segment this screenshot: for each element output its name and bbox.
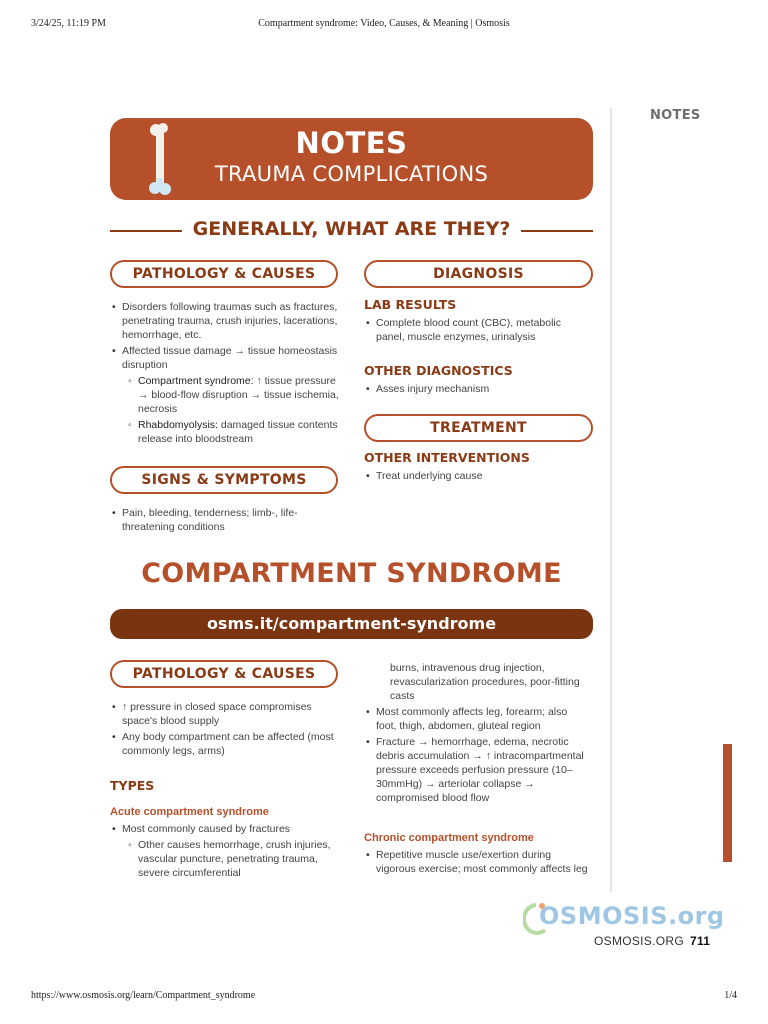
print-footer — [31, 990, 737, 1004]
footer-page-number — [594, 934, 710, 948]
sidebar-divider — [610, 108, 612, 892]
chronic-list — [366, 848, 588, 878]
pathology-causes-pill: PATHOLOGY & CAUSES — [110, 260, 338, 288]
term: Rhabdomyolysis: — [138, 419, 218, 431]
hero-banner — [110, 118, 593, 200]
footer-number: 711 — [689, 934, 711, 948]
list-item: • Pain, bleeding, tenderness; limb-, life-threatening conditions — [112, 506, 312, 534]
print-header — [31, 18, 737, 32]
treatment-pill: TREATMENT — [364, 414, 593, 442]
term-text: damaged tissue contents release into bloodstream — [138, 419, 338, 445]
print-datetime: 3/24/25, 11:19 PM — [31, 18, 106, 29]
osmosis-link-bar[interactable]: osms.it/compartment-syndrome — [110, 609, 593, 639]
compartment-syndrome-title: COMPARTMENT SYNDROME — [141, 558, 562, 589]
signs-symptoms-pill: SIGNS & SYMPTOMS — [110, 466, 338, 494]
other-interventions-heading: OTHER INTERVENTIONS — [364, 450, 530, 465]
signs-symptoms-list — [112, 506, 312, 536]
sidebar-accent-bar — [723, 744, 732, 862]
list-item: • Complete blood count (CBC), metabolic panel, muscle enzymes, urinalysis — [366, 316, 588, 344]
other-interventions-list — [366, 469, 588, 485]
list-item: • Fracture → hemorrhage, edema, necrotic debris accumulation → ↑ intracompartmental pressure exceeds perfusion pressure (10–30mmHg) → arteriolar collapse → compromised blood flow — [366, 735, 588, 805]
diagnosis-pill: DIAGNOSIS — [364, 260, 593, 288]
term-text: ↑ tissue pressure → blood-flow disruption → tissue ischemia, necrosis — [138, 375, 339, 415]
types-heading: TYPES — [110, 778, 155, 793]
list-item: • Asses injury mechanism — [366, 382, 588, 396]
lab-results-list — [366, 316, 588, 346]
section-heading-label: GENERALLY, WHAT ARE THEY? — [192, 218, 511, 240]
section-heading-general — [110, 216, 593, 246]
acute-heading: Acute compartment syndrome — [110, 806, 269, 818]
list-item: • Repetitive muscle use/exertion during vigorous exercise; most commonly affects leg — [366, 848, 588, 876]
cs-pathology-list — [112, 700, 334, 760]
pathology-causes-list — [112, 300, 340, 448]
list-item: • Most commonly caused by fractures — [112, 822, 334, 836]
list-item-continuation: burns, intravenous drug injection, revascularization procedures, poor-fitting casts — [390, 662, 580, 702]
hero-title: NOTES — [295, 126, 408, 160]
osmosis-logo-text: OSMOSIS.org — [539, 902, 725, 930]
lab-results-heading: LAB RESULTS — [364, 297, 457, 312]
list-item: • Treat underlying cause — [366, 469, 588, 483]
acute-list — [112, 822, 334, 882]
sidebar-notes-label: NOTES — [650, 108, 701, 123]
list-item: • Any body compartment can be affected (most commonly legs, arms) — [112, 730, 334, 758]
print-page-title: Compartment syndrome: Video, Causes, & Meaning | Osmosis — [258, 18, 510, 29]
cs-right-list — [366, 661, 588, 807]
list-item: • Most commonly affects leg, forearm; also foot, thigh, abdomen, gluteal region — [366, 705, 588, 733]
cs-pathology-causes-pill: PATHOLOGY & CAUSES — [110, 660, 338, 688]
list-item: • ↑ pressure in closed space compromises space's blood supply — [112, 700, 334, 728]
list-item-sub: ◦ Other causes hemorrhage, crush injuries, vascular puncture, penetrating trauma, severe circumferential — [112, 838, 334, 880]
footer-site: OSMOSIS.ORG — [594, 934, 684, 948]
list-item: • Affected tissue damage → tissue homeostasis disruption — [112, 344, 340, 372]
list-item-sub — [112, 418, 340, 446]
other-diagnostics-list — [366, 382, 588, 398]
other-diagnostics-heading: OTHER DIAGNOSTICS — [364, 363, 513, 378]
term: Compartment syndrome: — [138, 375, 254, 387]
print-page-counter: 1/4 — [724, 990, 737, 1001]
list-item: • Disorders following traumas such as fractures, penetrating trauma, crush injuries, lacerations, hemorrhage, etc. — [112, 300, 340, 342]
list-item-sub — [112, 374, 340, 416]
hero-subtitle: TRAUMA COMPLICATIONS — [214, 162, 489, 186]
print-url[interactable]: https://www.osmosis.org/learn/Compartment_syndrome — [31, 990, 256, 1001]
chronic-heading: Chronic compartment syndrome — [364, 832, 534, 844]
heading-rule-right — [521, 230, 593, 232]
